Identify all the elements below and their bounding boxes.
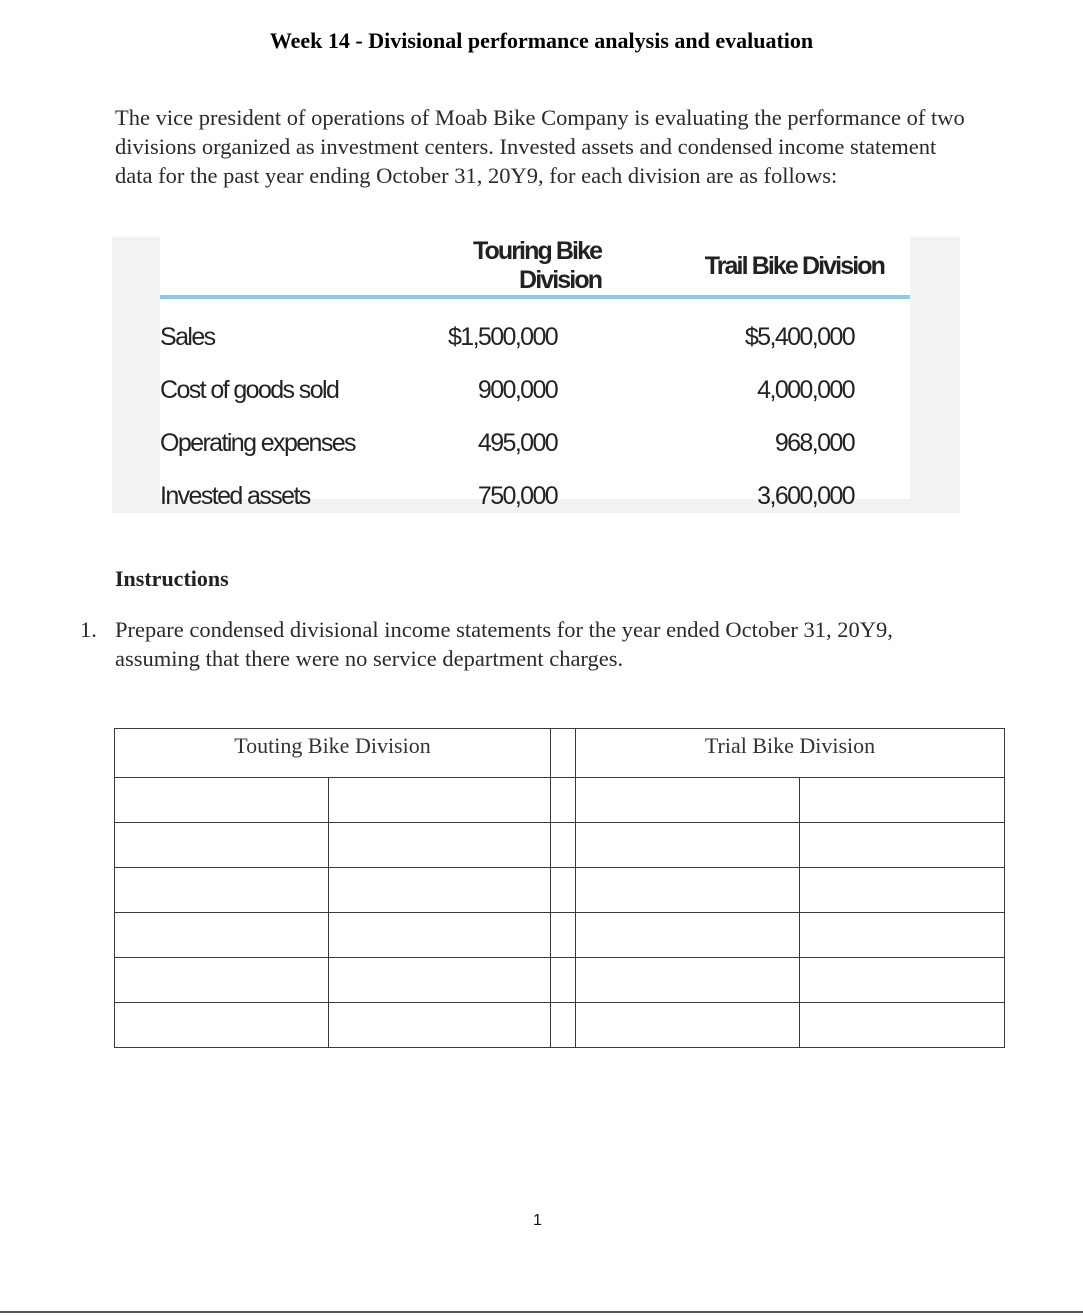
- row-label-cost-of-goods-sold: Cost of goods sold: [160, 376, 339, 404]
- trail-invested-assets-value: 3,600,000: [757, 482, 854, 510]
- touring-invested-assets-value: 750,000: [477, 482, 558, 510]
- answer-spacer-cell: [551, 729, 576, 778]
- answer-cell[interactable]: [800, 778, 1005, 823]
- answer-cell[interactable]: [329, 778, 551, 823]
- answer-cell[interactable]: [800, 823, 1005, 868]
- page-number: 1: [533, 1212, 542, 1229]
- answer-cell[interactable]: [329, 913, 551, 958]
- answer-cell[interactable]: [576, 778, 800, 823]
- table-row: [160, 364, 910, 417]
- answer-cell[interactable]: [329, 958, 551, 1003]
- answer-cell[interactable]: [329, 823, 551, 868]
- answer-row: [115, 913, 1005, 958]
- header-touring-division: Touring Bike Division: [399, 237, 641, 297]
- touring-sales-value: $1,500,000: [447, 323, 558, 351]
- answer-cell[interactable]: [115, 958, 329, 1003]
- row-label-invested-assets: Invested assets: [160, 482, 310, 510]
- page-bottom-rule: [0, 1311, 1083, 1313]
- answer-cell[interactable]: [115, 778, 329, 823]
- answer-row: [115, 868, 1005, 913]
- trail-sales-value: $5,400,000: [744, 323, 854, 351]
- instructions-heading: Instructions: [115, 566, 229, 591]
- answer-cell[interactable]: [115, 1003, 329, 1048]
- answer-spacer-cell: [551, 913, 576, 958]
- table-row: [160, 470, 910, 523]
- trail-cogs-value: 4,000,000: [757, 376, 854, 404]
- answer-header-touring: Touting Bike Division: [115, 729, 551, 778]
- answer-cell[interactable]: [115, 823, 329, 868]
- answer-row: [115, 958, 1005, 1003]
- answer-spacer-cell: [551, 823, 576, 868]
- answer-cell[interactable]: [800, 868, 1005, 913]
- answer-row: [115, 778, 1005, 823]
- touring-cogs-value: 900,000: [477, 376, 558, 404]
- data-table-header-row: [160, 237, 910, 297]
- row-label-operating-expenses: Operating expenses: [160, 429, 355, 457]
- answer-row: [115, 1003, 1005, 1048]
- answer-cell[interactable]: [800, 913, 1005, 958]
- row-label-sales: Sales: [160, 323, 215, 351]
- answer-table: [114, 728, 1005, 1048]
- answer-cell[interactable]: [800, 1003, 1005, 1048]
- answer-header-trail: Trial Bike Division: [576, 729, 1005, 778]
- answer-cell[interactable]: [800, 958, 1005, 1003]
- answer-cell[interactable]: [115, 913, 329, 958]
- step-text: Prepare condensed divisional income statements for the year ended October 31, 20Y9, assuming that there were no service department charges.: [115, 617, 893, 671]
- answer-spacer-cell: [551, 958, 576, 1003]
- division-data-card: [160, 237, 910, 510]
- answer-cell[interactable]: [329, 1003, 551, 1048]
- answer-cell[interactable]: [576, 913, 800, 958]
- header-label-column: [160, 237, 399, 297]
- header-trail-division: Trail Bike Division: [641, 237, 910, 297]
- trail-opex-value: 968,000: [774, 429, 854, 457]
- answer-spacer-cell: [551, 1003, 576, 1048]
- answer-row: [115, 823, 1005, 868]
- table-row: [160, 297, 910, 364]
- answer-cell[interactable]: [576, 1003, 800, 1048]
- answer-spacer-cell: [551, 868, 576, 913]
- intro-paragraph: The vice president of operations of Moab Bike Company is evaluating the performance of two divisions organized as investment centers. Invested assets and condensed income statement data for the past year ending October 31, 20Y9, for each division are as follows:: [115, 105, 965, 188]
- answer-cell[interactable]: [329, 868, 551, 913]
- division-data-panel: [112, 237, 960, 513]
- page-title: Week 14 - Divisional performance analysis and evaluation: [269, 28, 814, 53]
- answer-cell[interactable]: [576, 958, 800, 1003]
- touring-opex-value: 495,000: [477, 429, 558, 457]
- answer-cell[interactable]: [576, 868, 800, 913]
- answer-table-header-row: [115, 729, 1005, 778]
- answer-spacer-cell: [551, 778, 576, 823]
- answer-cell[interactable]: [115, 868, 329, 913]
- answer-cell[interactable]: [576, 823, 800, 868]
- table-row: [160, 417, 910, 470]
- step-number: 1.: [80, 617, 97, 642]
- division-data-table: [160, 237, 910, 523]
